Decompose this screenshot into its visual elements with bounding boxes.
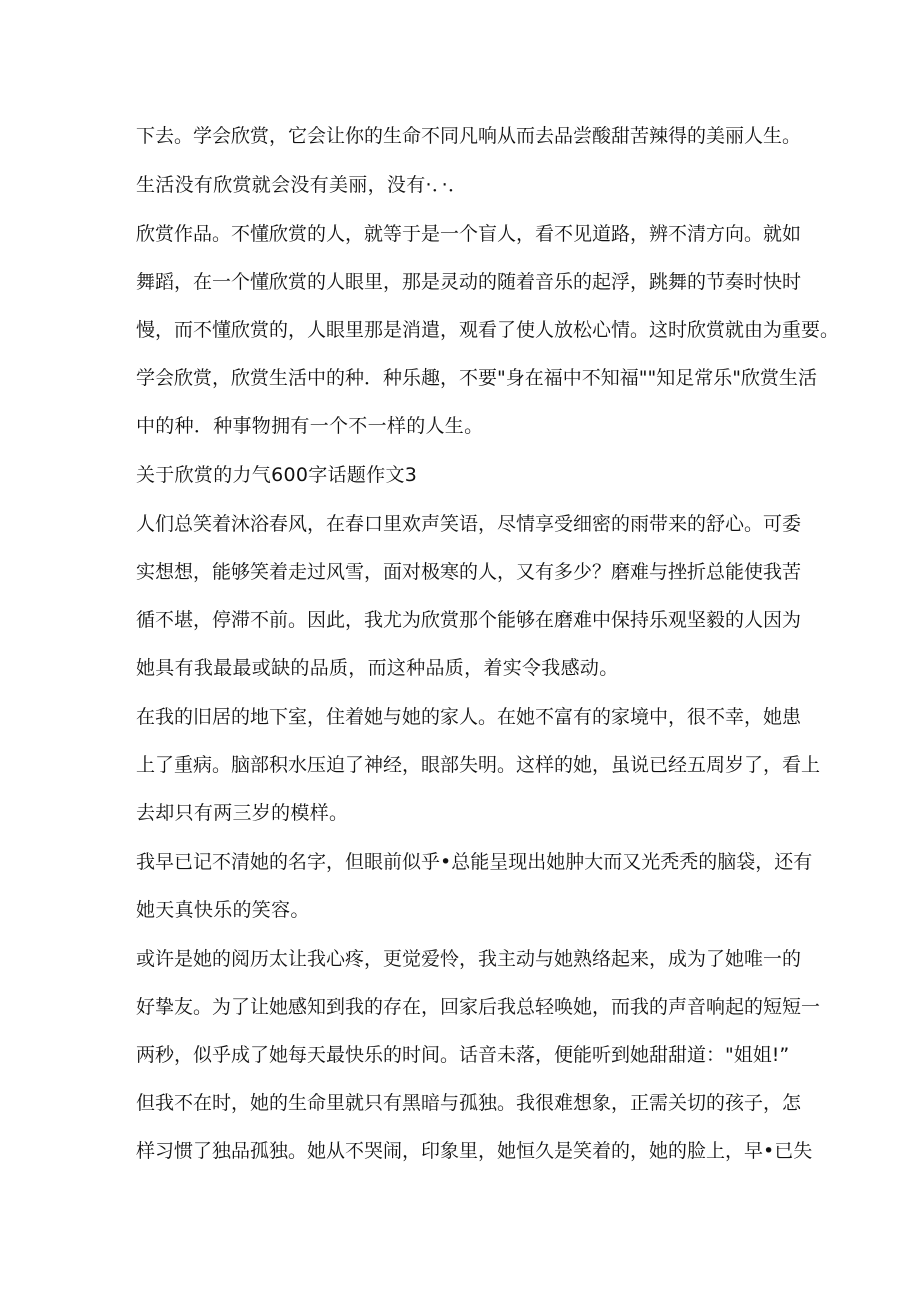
- text-line: 或许是她的阅历太让我心疼，更觉爱怜，我主动与她熟络起来，成为了她唯一的: [136, 948, 802, 970]
- text-line: 下去。学会欣赏，它会让你的生命不同凡响从而去品尝酸甜苦辣得的美丽人生。: [136, 125, 802, 147]
- text-line: 她天真快乐的笑容。: [136, 899, 310, 921]
- text-line: 样习惯了独品孤独。她从不哭闹，印象里，她恒久是笑着的，她的脸上，早•已失: [136, 1140, 813, 1162]
- text-line: 学会欣赏，欣赏生活中的种．种乐趣，不要"身在福中不知福""知足常乐"欣赏生活: [136, 367, 817, 389]
- text-line: 中的种．种事物拥有一个不一样的人生。: [136, 415, 484, 437]
- text-line: 循不堪，停滞不前。因此，我尤为欣赏那个能够在磨难中保持乐观坚毅的人因为: [136, 609, 802, 631]
- text-line: 去却只有两三岁的模样。: [136, 802, 349, 824]
- text-line: 欣赏作品。不懂欣赏的人，就等于是一个盲人，看不见道路，辨不清方向。就如: [136, 223, 802, 245]
- text-line: 她具有我最最或缺的品质，而这种品质，着实令我感动。: [136, 657, 619, 679]
- text-line: 两秒，似乎成了她每天最快乐的时间。话音未落，便能听到她甜甜道："姐姐!”: [136, 1044, 790, 1066]
- text-line: 上了重病。脑部积水压迫了神经，眼部失明。这样的她，虽说已经五周岁了，看上: [136, 754, 821, 776]
- text-line: 我早已记不清她的名字，但眼前似乎•总能呈现出她肿大而又光秃秃的脑袋，还有: [136, 851, 813, 873]
- text-line: 舞蹈，在一个懂欣赏的人眼里，那是灵动的随着音乐的起浮，跳舞的节奏时快时: [136, 271, 802, 293]
- text-line: 生活没有欣赏就会没有美丽，没有·．·．: [136, 174, 468, 196]
- text-line: 慢，而不懂欣赏的，人眼里那是消遣，观看了使人放松心情。这时欣赏就由为重要。: [136, 319, 840, 341]
- text-line: 实想想，能够笑着走过风雪，面对极寒的人，又有多少？磨难与挫折总能使我苦: [136, 561, 802, 583]
- text-line: 但我不在时，她的生命里就只有黑暗与孤独。我很难想象，正需关切的孩子，怎: [136, 1092, 802, 1114]
- text-line: 在我的旧居的地下室，住着她与她的家人。在她不富有的家境中，很不幸，她患: [136, 706, 802, 728]
- text-line: 人们总笑着沐浴春风，在春口里欢声笑语，尽情享受细密的雨带来的舒心。可委: [136, 513, 802, 535]
- section-heading: 关于欣赏的力气600字话题作文3: [136, 464, 418, 486]
- text-line: 好挚友。为了让她感知到我的存在，回家后我总轻唤她，而我的声音响起的短短一: [136, 996, 821, 1018]
